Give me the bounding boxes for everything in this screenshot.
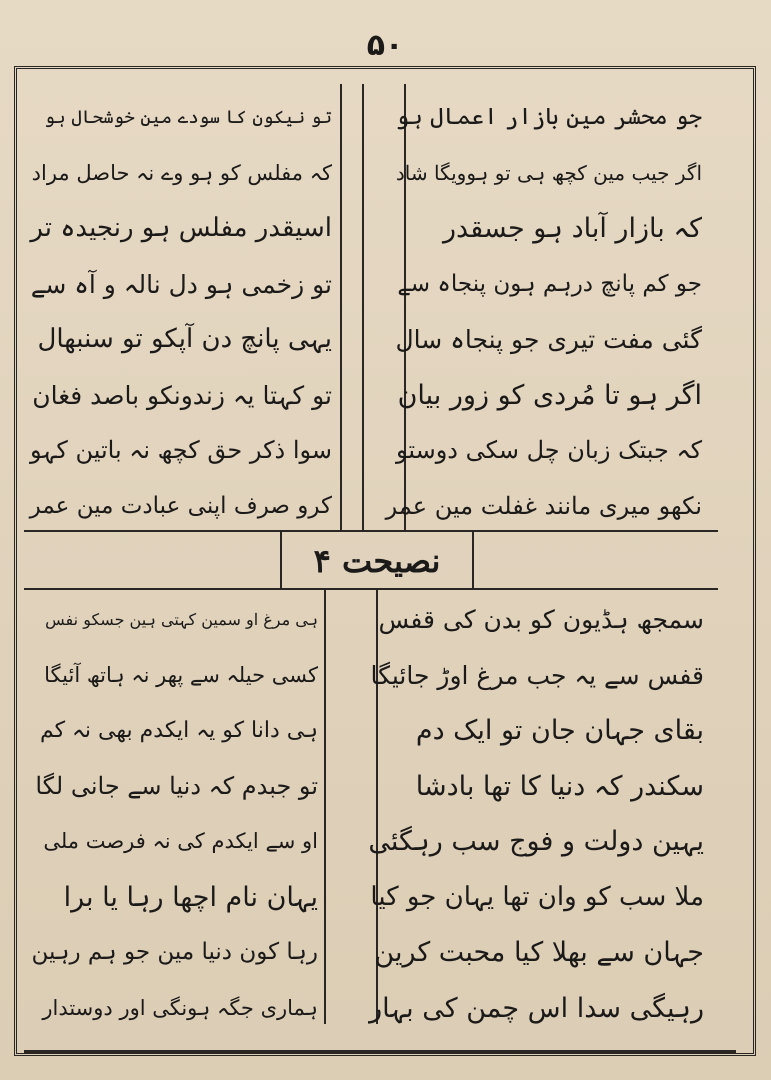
verse-line: جو محشر مین بازار اعمال ہو — [395, 104, 702, 130]
verse-line: تو جبدم کہ دنیا سے جانی لگا — [35, 771, 318, 800]
upper-column-divider-left — [340, 84, 342, 530]
verse-line: ہی دانا کو یہ ایکدم بھی نہ کم — [39, 718, 318, 743]
bottom-rule — [24, 1050, 736, 1053]
verse-line: یہین دولت و فوج سب رہگئی — [368, 826, 704, 857]
verse-line: یہی پانچ دن آپکو تو سنبھال — [37, 324, 332, 354]
upper-left-column — [24, 90, 340, 530]
verse-line: سوا ذکر حق کچھ نہ باتین کہو — [29, 436, 332, 464]
lower-left-column — [24, 592, 324, 1024]
verse-line: رہیگی سدا اس چمن کی بہار — [369, 992, 704, 1024]
verse-line: کہ بازار آباد ہو جسقدر — [442, 213, 702, 244]
verse-line: سمجھ ہڈیون کو بدن کی قفس — [378, 605, 704, 634]
heading-box-right — [472, 530, 474, 590]
verse-line: اسیقدر مفلس ہو رنجیدہ تر — [30, 213, 332, 243]
verse-line: نکھو میری مانند غفلت مین عمر — [385, 491, 702, 520]
upper-column-divider — [362, 84, 364, 530]
verse-line: او سے ایکدم کی نہ فرصت ملی — [43, 829, 318, 853]
verse-line: اگر ہو تا مُردی کو زور بیان — [397, 379, 702, 411]
lower-column-divider-left — [324, 588, 326, 1024]
verse-line: یہان نام اچھا رہا یا برا — [63, 881, 318, 913]
verse-line: ملا سب کو وان تھا یہان جو کیا — [370, 881, 704, 912]
verse-line: جو کم پانچ درہم ہون پنجاہ سے — [397, 270, 702, 297]
verse-line: کہ جبتک زبان چل سکی دوستو — [395, 436, 702, 464]
page-number: ۵۰ — [366, 28, 404, 63]
verse-line: ہی مرغ او سمین کہتی ہین جسکو نفس — [45, 610, 318, 629]
verse-line: سکندر کہ دنیا کا تھا بادشا — [415, 770, 704, 802]
verse-line: ہماری جگہ ہونگی اور دوستدار — [42, 995, 318, 1020]
verse-line: کہ مفلس کو ہو وے نہ حاصل مراد — [31, 160, 332, 185]
verse-line: جہان سے بھلا کیا محبت کرین — [374, 937, 704, 968]
section-heading: نصیحت ۴ — [313, 542, 441, 580]
verse-line: قفس سے یہ جب مرغ اوڑ جائیگا — [370, 660, 704, 690]
upper-right-column — [382, 90, 712, 530]
lower-right-column — [364, 592, 714, 1024]
text-area — [24, 84, 718, 1024]
verse-line: کسی حیلہ سے پھر نہ ہاتھ آئیگا — [44, 662, 318, 687]
verse-line: اگر جیب مین کچھ ہی تو ہوویگا شاد — [395, 160, 702, 185]
verse-line: تو زخمی ہو دل نالہ و آہ سے — [30, 269, 332, 299]
verse-line: گئی مفت تیری جو پنجاہ سال — [395, 325, 702, 354]
verse-line: بقای جہان جان تو ایک دم — [415, 715, 704, 746]
verse-line: تو کہتا یہ زندونکو باصد فغان — [32, 380, 332, 410]
verse-line: تو نیکون کا سودے مین خوشحال ہو — [44, 107, 332, 128]
verse-line: رہا کون دنیا مین جو ہم رہین — [31, 939, 318, 965]
verse-line: کرو صرف اپنی عبادت مین عمر — [29, 492, 332, 519]
